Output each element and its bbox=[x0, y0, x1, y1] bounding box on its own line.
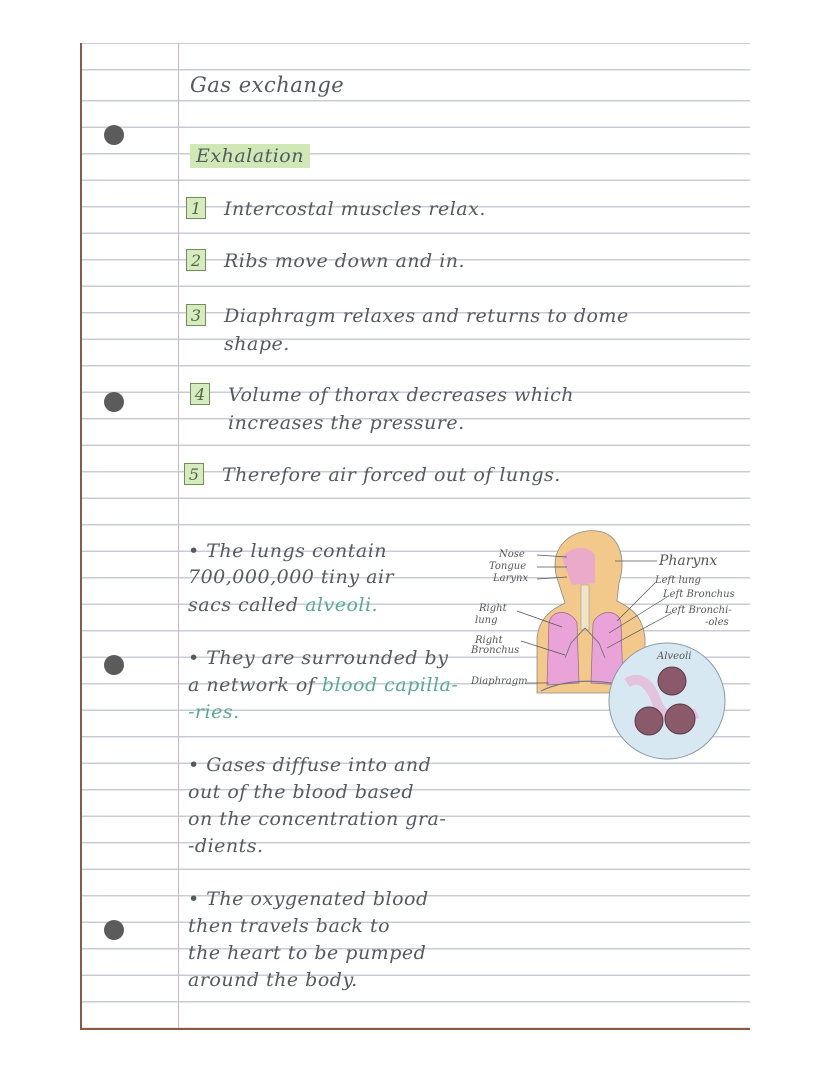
label-left-bronchioles: Left Bronchi- bbox=[665, 605, 732, 616]
label-pharynx: Pharynx bbox=[659, 553, 718, 569]
text: sacs called bbox=[188, 594, 306, 616]
step-4 bbox=[190, 381, 574, 437]
punch-hole bbox=[104, 655, 124, 675]
step-5 bbox=[184, 461, 561, 489]
step-text-cont: shape. bbox=[224, 333, 290, 355]
bullet-4-line-1: • The oxygenated blood bbox=[188, 888, 429, 910]
label-left-bronchioles-2: -oles bbox=[705, 617, 729, 628]
step-number: 1 bbox=[186, 197, 206, 219]
bullet-2-line-2 bbox=[188, 674, 458, 696]
label-diaphragm: Diaphragm bbox=[471, 676, 528, 687]
step-1 bbox=[186, 195, 486, 223]
notebook-page bbox=[80, 43, 750, 1030]
alveoli-term: alveoli. bbox=[305, 594, 379, 616]
label-tongue: Tongue bbox=[489, 561, 527, 572]
label-right-bronchus: Right bbox=[475, 635, 503, 646]
label-larynx: Larynx bbox=[493, 573, 529, 584]
section-heading: Exhalation bbox=[190, 144, 310, 168]
bullet-4-line-3: the heart to be pumped bbox=[188, 942, 427, 964]
bullet-4-line-2: then travels back to bbox=[188, 915, 391, 937]
capillaries-term: blood capilla- bbox=[321, 674, 459, 696]
bullet-3-line-2: out of the blood based bbox=[188, 781, 414, 803]
respiratory-diagram bbox=[467, 523, 747, 763]
label-right-lung-2: lung bbox=[475, 615, 498, 626]
label-alveoli: Alveoli bbox=[657, 651, 692, 662]
label-nose: Nose bbox=[499, 549, 525, 560]
bullet-3-line-1: • Gases diffuse into and bbox=[188, 754, 432, 776]
step-text-cont: increases the pressure. bbox=[228, 412, 465, 434]
step-text: Intercostal muscles relax. bbox=[224, 198, 486, 220]
step-number: 3 bbox=[186, 304, 206, 326]
bullet-1-line-3 bbox=[188, 594, 378, 616]
step-text: Therefore air forced out of lungs. bbox=[222, 464, 561, 486]
bullet-2-line-1: • They are surrounded by bbox=[188, 647, 449, 669]
label-right-lung: Right bbox=[479, 603, 507, 614]
step-text: Volume of thorax decreases which bbox=[228, 384, 574, 406]
bullet-3-line-4: -dients. bbox=[188, 835, 264, 857]
step-text: Ribs move down and in. bbox=[224, 250, 466, 272]
punch-hole bbox=[104, 125, 124, 145]
step-number: 4 bbox=[190, 383, 210, 405]
text: a network of bbox=[188, 674, 322, 696]
step-number: 5 bbox=[184, 463, 204, 485]
page-title: Gas exchange bbox=[190, 73, 345, 97]
punch-hole bbox=[104, 392, 124, 412]
bullet-1-line-1: • The lungs contain bbox=[188, 540, 388, 562]
label-left-lung: Left lung bbox=[655, 575, 701, 586]
punch-hole bbox=[104, 920, 124, 940]
margin-line bbox=[178, 43, 179, 1028]
label-right-bronchus-2: Bronchus bbox=[471, 645, 520, 656]
bullet-1-line-2: 700,000,000 tiny air bbox=[188, 566, 395, 588]
step-2 bbox=[186, 247, 465, 275]
step-3 bbox=[186, 302, 629, 358]
step-text: Diaphragm relaxes and returns to dome bbox=[224, 305, 629, 327]
bullet-4-line-4: around the body. bbox=[188, 969, 358, 991]
bullet-2-line-3: -ries. bbox=[188, 701, 240, 723]
label-left-bronchus: Left Bronchus bbox=[663, 589, 735, 600]
step-number: 2 bbox=[186, 249, 206, 271]
bullet-3-line-3: on the concentration gra- bbox=[188, 808, 447, 830]
